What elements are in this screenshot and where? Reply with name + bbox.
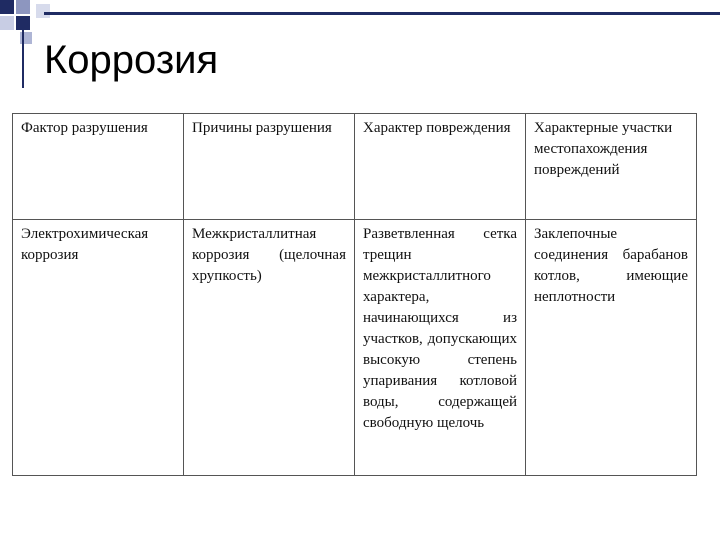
cell-cause-text: Межкристаллитная коррозия (щелочная хрупкость): [192, 226, 346, 284]
decor-square: [16, 0, 30, 14]
header-cell-cause: Причины разрушения: [184, 114, 355, 220]
cell-factor: [13, 220, 184, 476]
cell-location-text: Заклепочные соединения барабанов котлов, имеющие неплотности: [534, 226, 688, 305]
cell-cause: [184, 220, 355, 476]
decor-square: [0, 16, 14, 30]
corrosion-table: [12, 113, 697, 476]
table-header-row: [13, 114, 697, 220]
decor-vertical-line: [22, 30, 24, 88]
table-row: [13, 220, 697, 476]
decor-square: [16, 16, 30, 30]
slide-title: Коррозия: [44, 38, 219, 82]
cell-damage: [355, 220, 526, 476]
decor-square: [0, 0, 14, 14]
decor-square: [36, 4, 50, 18]
header-cell-factor: Фактор разрушения: [13, 114, 184, 220]
cell-location: [526, 220, 697, 476]
cell-factor-text: Электрохимическая коррозия: [21, 226, 149, 263]
decor-horizontal-line: [44, 12, 720, 15]
header-cell-damage: Характер повреждения: [355, 114, 526, 220]
header-cell-location: Характерные участки местопахождения повреждений: [526, 114, 697, 220]
cell-damage-text: Разветвленная сетка трещин межкристаллитного характера, начинающихся из участков, допускающих высокую степень упаривания котловой воды, содержащей свободную щелочь: [363, 226, 517, 431]
